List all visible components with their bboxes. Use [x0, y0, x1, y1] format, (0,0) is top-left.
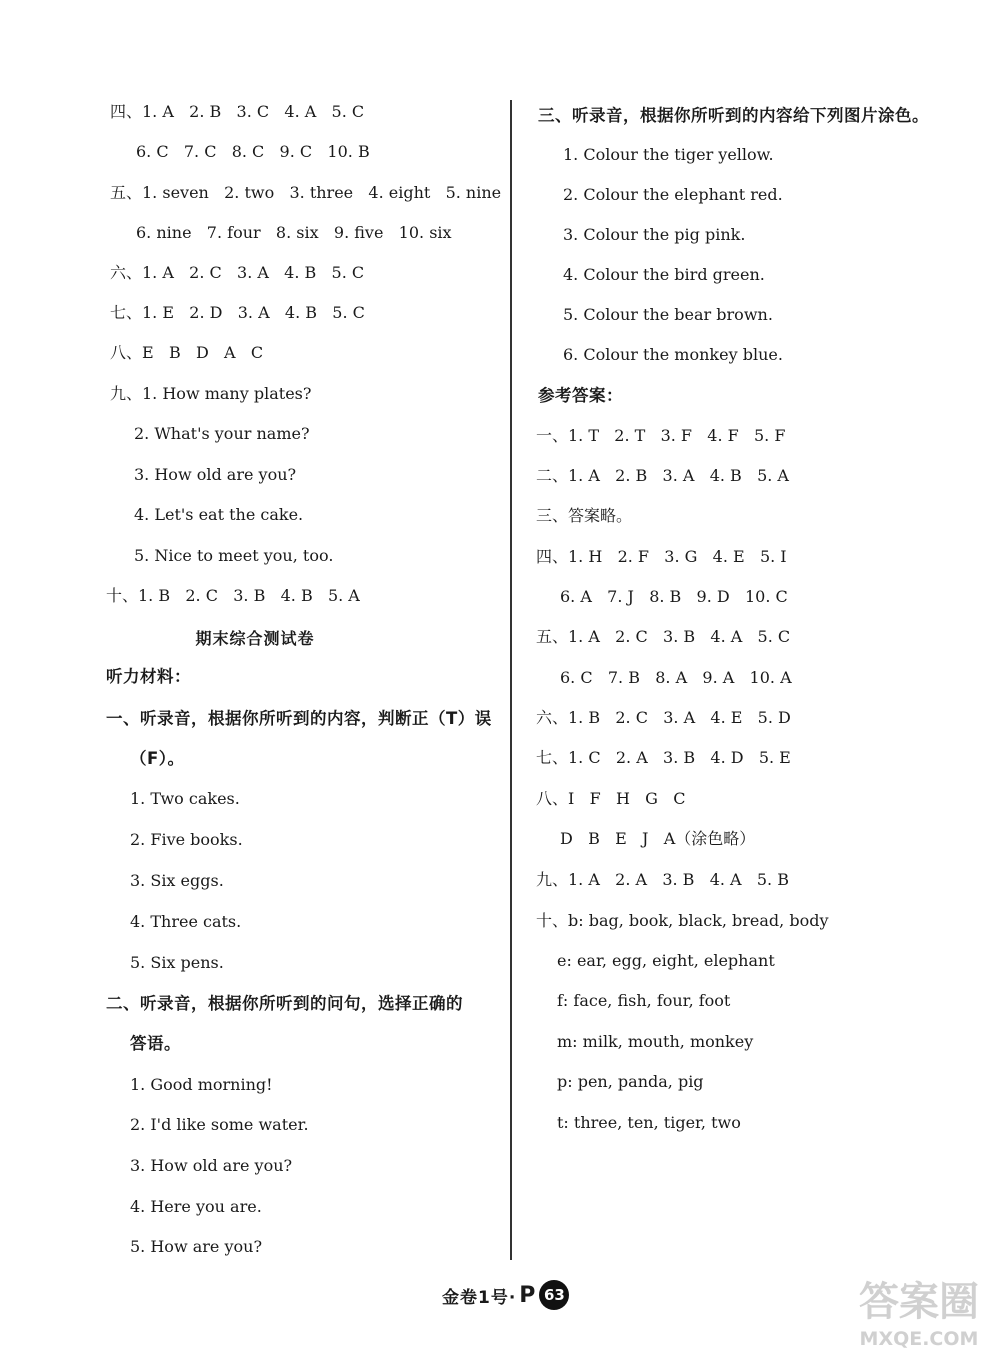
list-item: 3. Colour the pig pink.	[563, 225, 746, 244]
list-item: 6. Colour the monkey blue.	[563, 345, 783, 364]
list-item: 4. Three cats.	[130, 912, 242, 931]
answer-line: 4. Let's eat the cake.	[134, 505, 304, 524]
footer-letter: P	[519, 1282, 536, 1308]
list-item: 2. Colour the elephant red.	[563, 185, 783, 204]
watermark-logo	[844, 1263, 994, 1353]
answer-line: 三、答案略。	[536, 506, 633, 525]
answer-line: 6. nine 7. four 8. six 9. five 10. six	[136, 223, 452, 242]
answer-line: 五、1. A 2. C 3. B 4. A 5. C	[536, 627, 791, 646]
list-item: 3. Six eggs.	[130, 871, 224, 890]
answer-line: m: milk, mouth, monkey	[557, 1032, 754, 1051]
answer-line: 6. A 7. J 8. B 9. D 10. C	[560, 587, 788, 606]
watermark-text: 答案圈	[859, 1279, 979, 1325]
answer-line: 五、1. seven 2. two 3. three 4. eight 5. nine	[110, 183, 502, 202]
part1-heading-cont: （F）。	[130, 749, 185, 768]
answer-line: 十、1. B 2. C 3. B 4. B 5. A	[106, 586, 360, 605]
answer-line: f: face, fish, four, foot	[557, 991, 731, 1010]
list-item: 5. How are you?	[130, 1237, 263, 1256]
part2-heading-cont: 答语。	[130, 1034, 181, 1053]
footer-brand: 金卷1号·	[442, 1287, 517, 1308]
answer-line: 七、1. E 2. D 3. A 4. B 5. C	[110, 303, 365, 322]
part2-heading: 二、听录音，根据你所听到的问句，选择正确的	[106, 994, 463, 1013]
answer-line: 6. C 7. B 8. A 9. A 10. A	[560, 668, 792, 687]
answer-line: 十、b: bag, book, black, bread, body	[536, 911, 829, 930]
list-item: 2. I'd like some water.	[130, 1115, 309, 1134]
answer-line: 3. How old are you?	[134, 465, 297, 484]
watermark-url: MXQE.COM	[859, 1328, 979, 1350]
section-title: 期末综合测试卷	[195, 629, 315, 648]
part1-heading: 一、听录音，根据你所听到的内容，判断正（T）误	[106, 709, 492, 728]
part3-heading: 三、听录音，根据你所听到的内容给下列图片涂色。	[538, 106, 929, 125]
answer-line: 八、I F H G C	[536, 789, 686, 808]
answer-line: p: pen, panda, pig	[557, 1072, 704, 1091]
answer-line: 九、1. How many plates?	[110, 384, 312, 403]
answer-line: 2. What's your name?	[134, 424, 310, 443]
answer-line: e: ear, egg, eight, elephant	[557, 951, 775, 970]
answer-line: 六、1. B 2. C 3. A 4. E 5. D	[536, 708, 791, 727]
answers-label: 参考答案：	[538, 386, 623, 405]
answer-line: 六、1. A 2. C 3. A 4. B 5. C	[110, 263, 365, 282]
answer-line: 5. Nice to meet you, too.	[134, 546, 334, 565]
list-item: 5. Colour the bear brown.	[563, 305, 773, 324]
list-item: 2. Five books.	[130, 830, 243, 849]
list-item: 1. Colour the tiger yellow.	[563, 145, 774, 164]
answer-line: t: three, ten, tiger, two	[557, 1113, 741, 1132]
list-item: 3. How old are you?	[130, 1156, 293, 1175]
column-divider	[510, 100, 512, 1260]
answer-line: 七、1. C 2. A 3. B 4. D 5. E	[536, 748, 791, 767]
answer-line: 四、1. H 2. F 3. G 4. E 5. I	[536, 547, 787, 566]
list-item: 1. Good morning!	[130, 1075, 273, 1094]
list-item: 4. Here you are.	[130, 1197, 262, 1216]
answer-line: 二、1. A 2. B 3. A 4. B 5. A	[536, 466, 789, 485]
answer-line: 九、1. A 2. A 3. B 4. A 5. B	[536, 870, 789, 889]
page-number: 63	[539, 1280, 569, 1310]
list-item: 4. Colour the bird green.	[563, 265, 765, 284]
list-item: 5. Six pens.	[130, 953, 224, 972]
answer-line: 四、1. A 2. B 3. C 4. A 5. C	[110, 102, 365, 121]
answer-line: 八、E B D A C	[110, 343, 264, 362]
answer-line: 6. C 7. C 8. C 9. C 10. B	[136, 142, 370, 161]
list-item: 1. Two cakes.	[130, 789, 240, 808]
listening-label: 听力材料：	[106, 667, 191, 686]
page-footer	[442, 1280, 569, 1310]
answer-line: 一、1. T 2. T 3. F 4. F 5. F	[536, 426, 786, 445]
answer-line: D B E J A（涂色略）	[560, 829, 756, 848]
